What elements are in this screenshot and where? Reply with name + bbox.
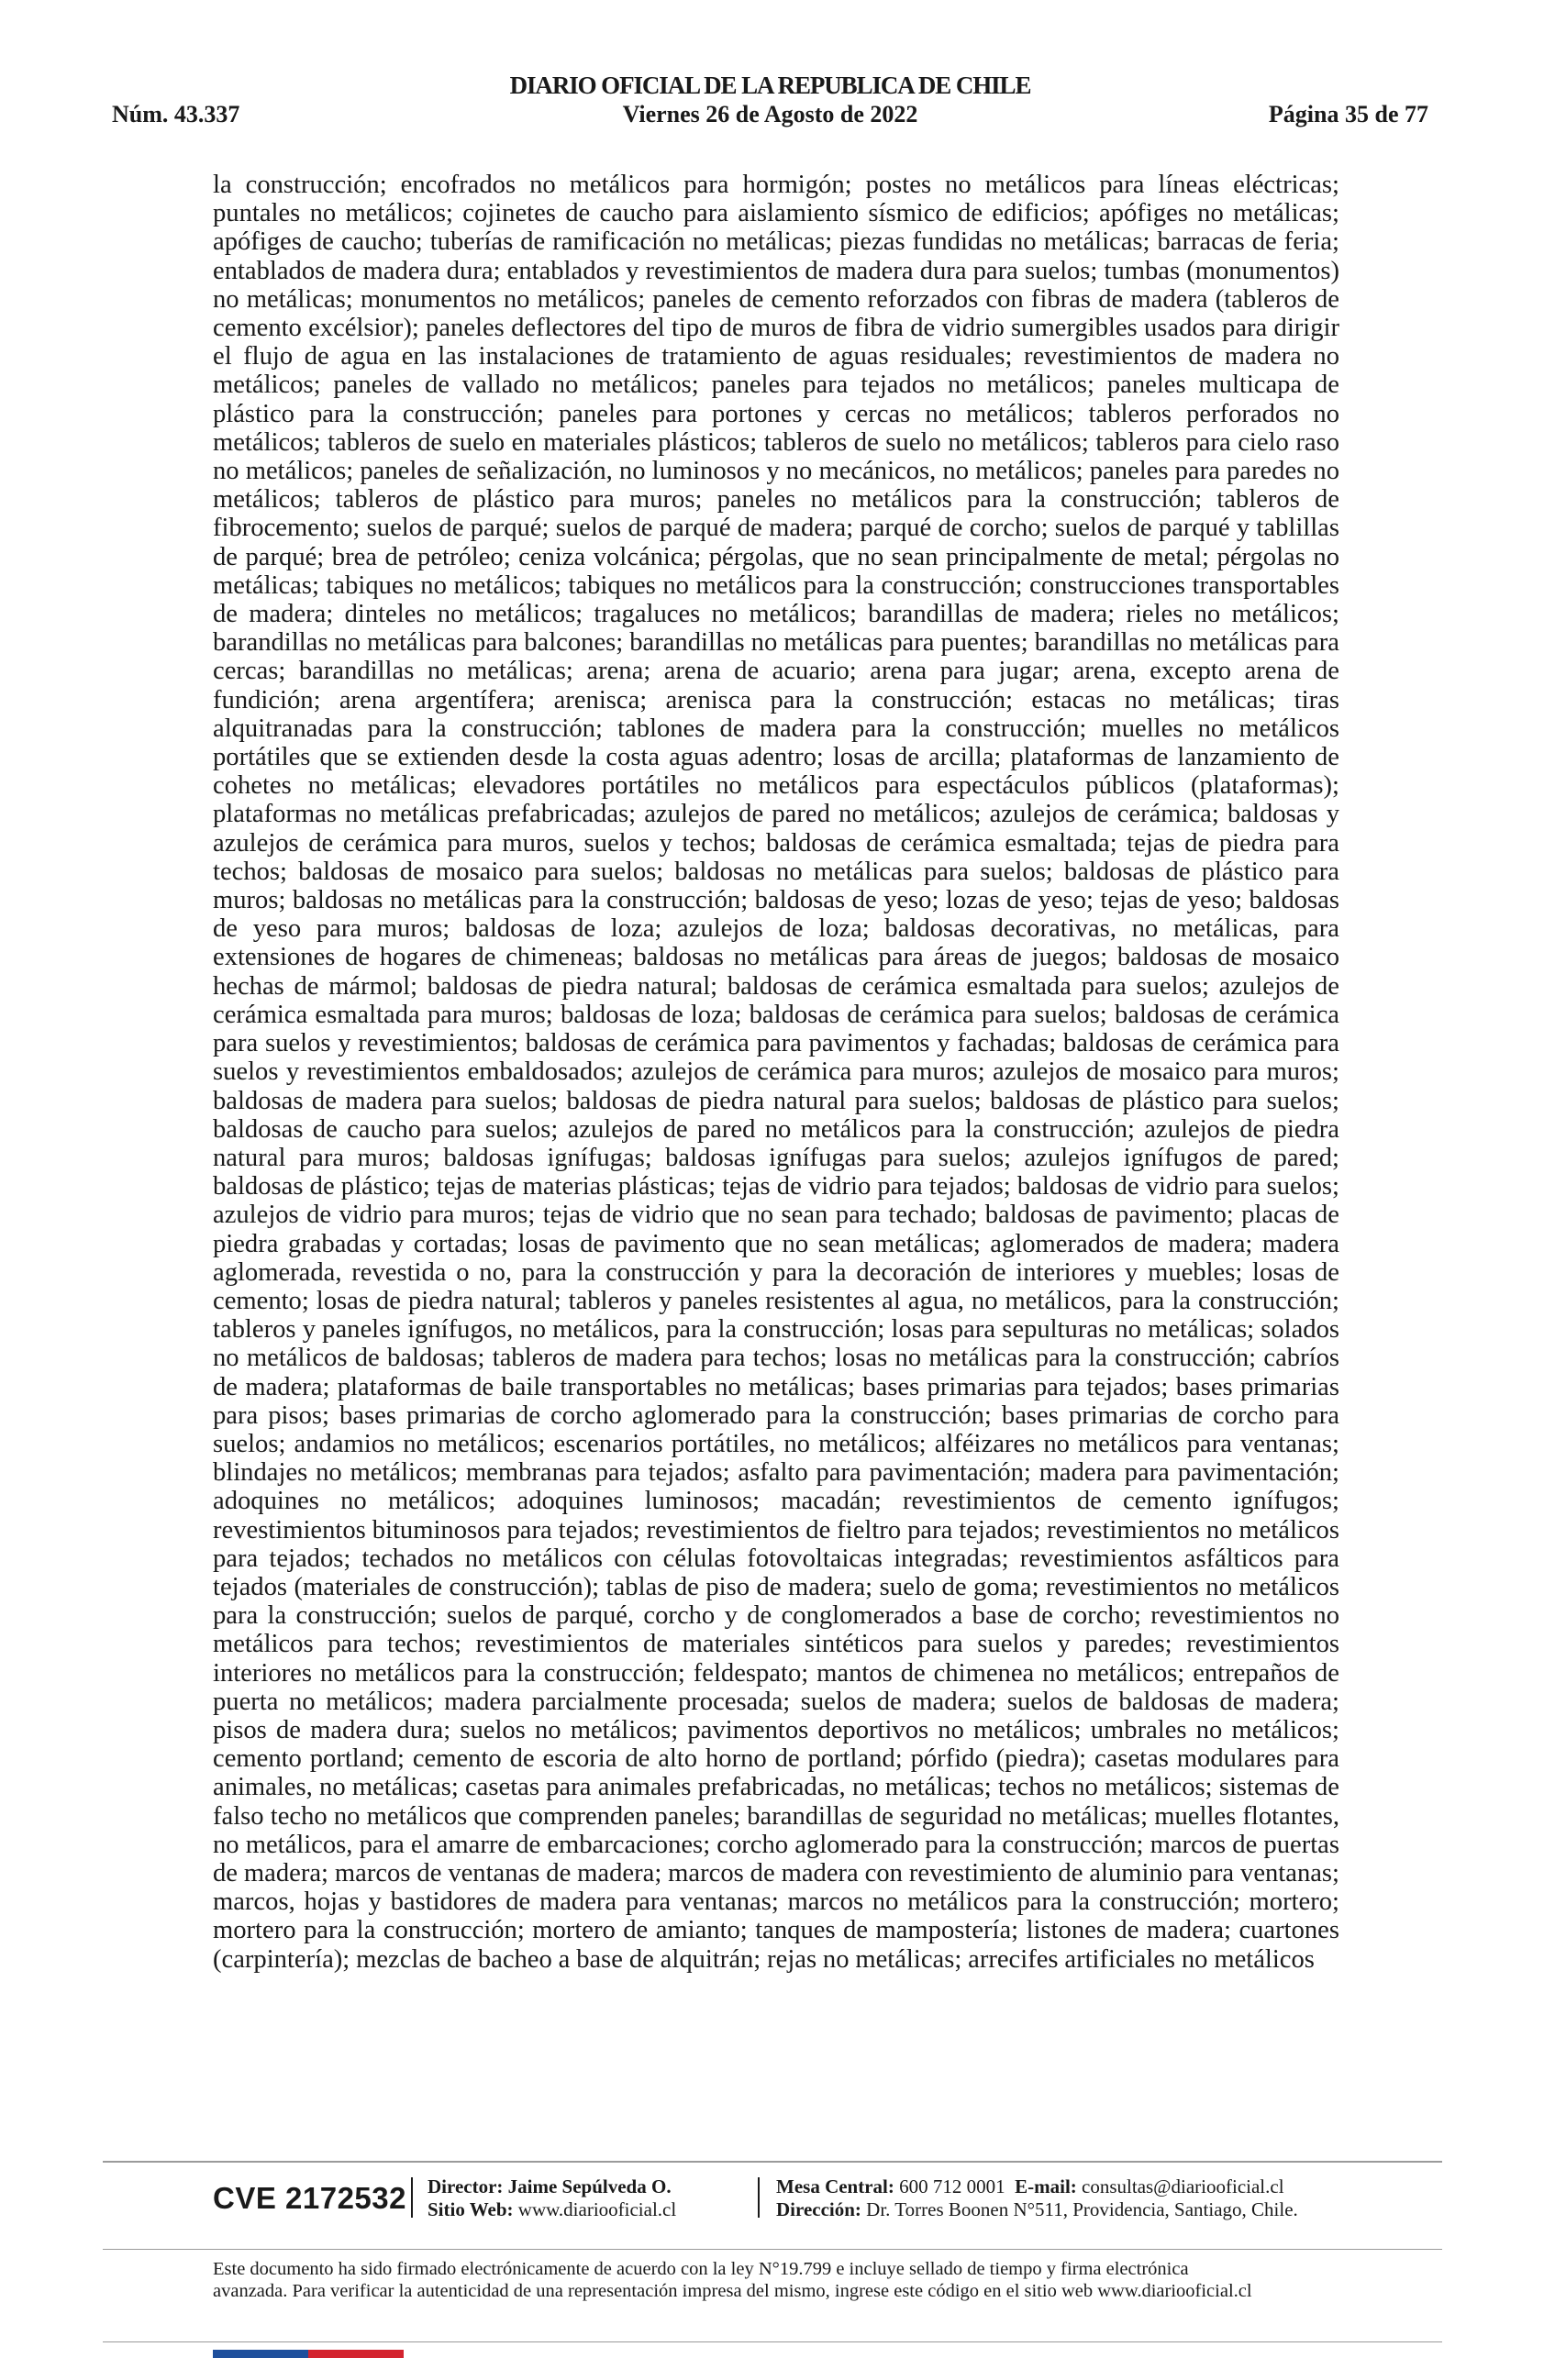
phone-number: 600 712 0001: [899, 2175, 1005, 2197]
footer-director-block: [428, 2175, 676, 2221]
masthead-title: DIARIO OFICIAL DE LA REPUBLICA DE CHILE: [509, 72, 1031, 99]
footer-divider-bottom: [103, 2341, 1442, 2342]
director-label: Director:: [428, 2175, 504, 2197]
cve-code: CVE 2172532: [213, 2181, 406, 2215]
footer-contact-block: [776, 2175, 1298, 2221]
email-link[interactable]: consultas@diariooficial.cl: [1082, 2175, 1284, 2197]
flag-stripe-blue: [213, 2350, 308, 2358]
address-line: [776, 2198, 1298, 2221]
legal-notice: [213, 2258, 1360, 2302]
website-link[interactable]: www.diariooficial.cl: [517, 2198, 677, 2220]
footer-separator-1: [411, 2177, 413, 2218]
website-label: Sitio Web:: [428, 2198, 514, 2220]
website-line: [428, 2198, 676, 2221]
phone-label: Mesa Central:: [776, 2175, 894, 2197]
email-label: E-mail:: [1015, 2175, 1077, 2197]
footer-divider-mid: [103, 2249, 1442, 2250]
contact-line: [776, 2175, 1298, 2198]
flag-stripe-red: [308, 2350, 404, 2358]
address-text: Dr. Torres Boonen N°511, Providencia, Santiago, Chile.: [866, 2198, 1298, 2220]
body-paragraph: la construcción; encofrados no metálicos para hormigón; postes no metálicos para líneas eléctricas; puntales no metálicos; cojinetes de caucho para aislamiento sísmico de edificios; apófiges no metálicas; apófiges de caucho; tuberías de ramificación no metálicas; piezas fundidas no metálicas; barracas de feria; entablados de madera dura; entablados y revestimientos de madera dura para suelos; tumbas (monumentos) no metálicas; monumentos no metálicos; paneles de cemento reforzados con fibras de madera (tableros de cemento excélsior); paneles deflectores del tipo de muros de fibra de vidrio sumergibles usados para dirigir el flujo de agua en las instalaciones de tratamiento de aguas residuales; revestimientos de madera no metálicos; paneles de vallado no metálicos; paneles para tejados no metálicos; paneles multicapa de plástico para la construcción; paneles para portones y cercas no metálicos; tableros perforados no metálicos; tableros de suelo en materiales plásticos; tableros de suelo no metálicos; tableros para cielo raso no metálicos; paneles de señalización, no luminosos y no mecánicos, no metálicos; paneles para paredes no metálicos; tableros de plástico para muros; paneles no metálicos para la construcción; tableros de fibrocemento; suelos de parqué; suelos de parqué de madera; parqué de corcho; suelos de parqué y tablillas de parqué; brea de petróleo; ceniza volcánica; pérgolas, que no sean principalmente de metal; pérgolas no metálicas; tabiques no metálicos; tabiques no metálicos para la construcción; construcciones transportables de madera; dinteles no metálicos; tragaluces no metálicos; barandillas de madera; rieles no metálicos; barandillas no metálicas para balcones; barandillas no metálicas para puentes; barandillas no metálicas para cercas; barandillas no metálicas; arena; arena de acuario; arena para jugar; arena, excepto arena de fundición; arena argentífera; arenisca; arenisca para la construcción; estacas no metálicas; tiras alquitranadas para la construcción; tablones de madera para la construcción; muelles no metálicos portátiles que se extienden desde la costa aguas adentro; losas de arcilla; plataformas de lanzamiento de cohetes no metálicas; elevadores portátiles no metálicos para espectáculos públicos (plataformas); plataformas no metálicas prefabricadas; azulejos de pared no metálicos; azulejos de cerámica; baldosas y azulejos de cerámica para muros, suelos y techos; baldosas de cerámica esmaltada; tejas de piedra para techos; baldosas de mosaico para suelos; baldosas no metálicas para suelos; baldosas de plástico para muros; baldosas no metálicas para la construcción; baldosas de yeso; lozas de yeso; tejas de yeso; baldosas de yeso para muros; baldosas de loza; azulejos de loza; baldosas decorativas, no metálicas, para extensiones de hogares de chimeneas; baldosas no metálicas para áreas de juegos; baldosas de mosaico hechas de mármol; baldosas de piedra natural; baldosas de cerámica esmaltada para suelos; azulejos de cerámica esmaltada para muros; baldosas de loza; baldosas de cerámica para suelos; baldosas de cerámica para suelos y revestimientos; baldosas de cerámica para pavimentos y fachadas; baldosas de cerámica para suelos y revestimientos embaldosados; azulejos de cerámica para muros; azulejos de mosaico para muros; baldosas de madera para suelos; baldosas de piedra natural para suelos; baldosas de plástico para suelos; baldosas de caucho para suelos; azulejos de pared no metálicos para la construcción; azulejos de piedra natural para muros; baldosas ignífugas; baldosas ignífugas para suelos; azulejos ignífugos de pared; baldosas de plástico; tejas de materias plásticas; tejas de vidrio para tejados; baldosas de vidrio para suelos; azulejos de vidrio para muros; tejas de vidrio que no sean para techado; baldosas de pavimento; placas de piedra grabadas y cortadas; losas de pavimento que no sean metálicas; aglomerados de madera; madera aglomerada, revestida o no, para la construcción y para la decoración de interiores y muebles; losas de cemento; losas de piedra natural; tableros y paneles resistentes al agua, no metálicos, para la construcción; tableros y paneles ignífugos, no metálicos, para la construcción; losas para sepulturas no metálicas; solados no metálicos de baldosas; tableros de madera para techos; losas no metálicas para la construcción; cabríos de madera; plataformas de baile transportables no metálicas; bases primarias para tejados; bases primarias para pisos; bases primarias de corcho aglomerado para la construcción; bases primarias de corcho para suelos; andamios no metálicos; escenarios portátiles, no metálicos; alféizares no metálicos para ventanas; blindajes no metálicos; membranas para tejados; asfalto para pavimentación; madera para pavimentación; adoquines no metálicos; adoquines luminosos; macadán; revestimientos de cemento ignífugos; revestimientos bituminosos para tejados; revestimientos de fieltro para tejados; revestimientos no metálicos para tejados; techados no metálicos con células fotovoltaicas integradas; revestimientos asfálticos para tejados (materiales de construcción); tablas de piso de madera; suelo de goma; revestimientos no metálicos para la construcción; suelos de parqué, corcho y de conglomerados a base de corcho; revestimientos no metálicos para techos; revestimientos de materiales sintéticos para suelos y paredes; revestimientos interiores no metálicos para la construcción; feldespato; mantos de chimenea no metálicos; entrepaños de puerta no metálicos; madera parcialmente procesada; suelos de madera; suelos de baldosas de madera; pisos de madera dura; suelos no metálicos; pavimentos deportivos no metálicos; umbrales no metálicos; cemento portland; cemento de escoria de alto horno de portland; pórfido (piedra); casetas modulares para animales, no metálicas; casetas para animales prefabricadas, no metálicas; techos no metálicos; sistemas de falso techo no metálicos que comprenden paneles; barandillas de seguridad no metálicas; muelles flotantes, no metálicos, para el amarre de embarcaciones; corcho aglomerado para la construcción; marcos de puertas de madera; marcos de ventanas de madera; marcos de madera con revestimiento de aluminio para ventanas; marcos, hojas y bastidores de madera para ventanas; marcos no metálicos para la construcción; mortero; mortero para la construcción; mortero de amianto; tanques de mampostería; listones de madera; cuartones (carpintería); mezclas de bacheo a base de alquitrán; rejas no metálicas; arrecifes artificiales no metálicos: [213, 171, 1339, 1974]
page-number: Página 35 de 77: [1268, 101, 1428, 127]
director-name: Jaime Sepúlveda O.: [507, 2175, 672, 2197]
footer-separator-2: [758, 2177, 760, 2218]
director-line: [428, 2175, 676, 2198]
legal-line-2: avanzada. Para verificar la autenticidad de una representación impresa del mismo, ingrese este código en el sitio web www.diariooficial.cl: [213, 2281, 1252, 2301]
footer-divider-top: [103, 2161, 1442, 2163]
page-header: [112, 72, 1428, 136]
address-label: Dirección:: [776, 2198, 861, 2220]
issue-number: Núm. 43.337: [112, 101, 240, 127]
publication-date: Viernes 26 de Agosto de 2022: [622, 101, 918, 127]
legal-line-1: Este documento ha sido firmado electrónicamente de acuerdo con la ley N°19.799 e incluye sellado de tiempo y firma electrónica: [213, 2259, 1189, 2279]
